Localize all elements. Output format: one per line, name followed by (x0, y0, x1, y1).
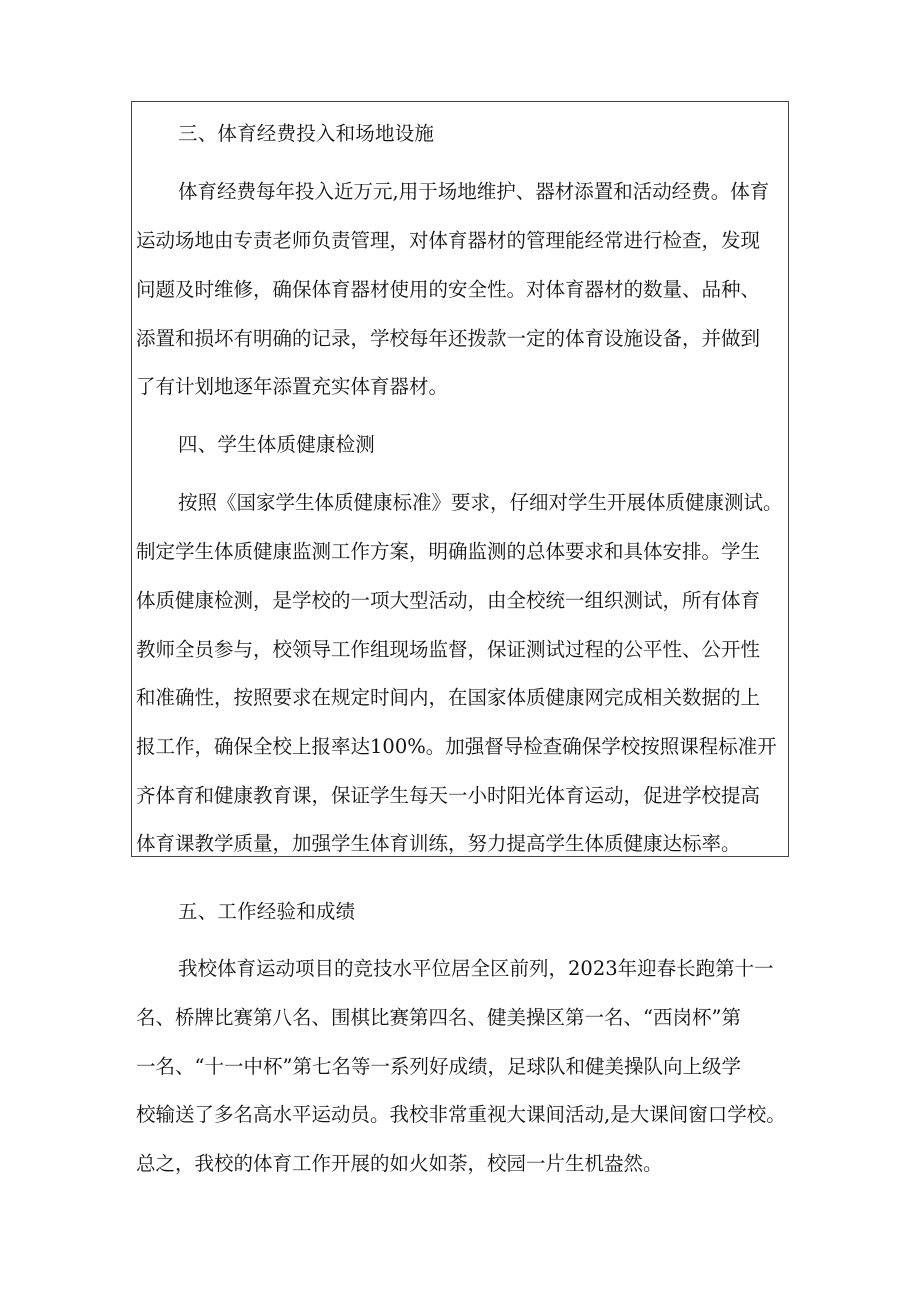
paragraph-line: 运动场地由专责老师负责管理，对体育器材的管理能经常进行检查，发现 (136, 229, 761, 252)
paragraph-line: 我校体育运动项目的竞技水平位居全区前列，2023年迎春长跑第十一 (178, 957, 774, 980)
paragraph-line: 报工作，确保全校上报率达100%。加强督导检查确保学校按照课程标准开 (136, 735, 777, 758)
section-heading-3: 三、体育经费投入和场地设施 (178, 122, 435, 145)
paragraph-line: 添置和损坏有明确的记录，学校每年还拨款一定的体育设施设备，并做到 (136, 327, 761, 350)
paragraph-line: 了有计划地逐年添置充实体育器材。 (136, 375, 449, 398)
paragraph-line: 总之，我校的体育工作开展的如火如荼，校园一片生机盎然。 (136, 1152, 663, 1175)
paragraph-line: 制定学生体质健康监测工作方案，明确监测的总体要求和具体安排。学生 (136, 540, 761, 563)
paragraph-line: 问题及时维修，确保体育器材使用的安全性。对体育器材的数量、品种、 (136, 278, 761, 301)
paragraph-line: 齐体育和健康教育课，保证学生每天一小时阳光体育运动，促进学校提高 (136, 784, 761, 807)
paragraph-line: 教师全员参与，校领导工作组现场监督，保证测试过程的公平性、公开性 (136, 638, 761, 661)
paragraph-line: 和准确性，按照要求在规定时间内，在国家体质健康网完成相关数据的上 (136, 686, 761, 709)
paragraph-line: 体育课教学质量，加强学生体育训练，努力提高学生体质健康达标率。 (136, 832, 741, 855)
paragraph-line: 按照《国家学生体质健康标准》要求，仔细对学生开展体质健康测试。 (178, 491, 783, 514)
section-heading-4: 四、学生体质健康检测 (178, 433, 376, 456)
paragraph-line: 体质健康检测，是学校的一项大型活动，由全校统一组织测试，所有体育 (136, 589, 761, 612)
paragraph-line: 体育经费每年投入近万元,用于场地维护、器材添置和活动经费。体育 (178, 180, 770, 203)
paragraph-line: 校输送了多名高水平运动员。我校非常重视大课间活动,是大课间窗口学校。 (136, 1103, 786, 1126)
section-heading-5: 五、工作经验和成绩 (178, 900, 356, 923)
paragraph-line: 一名、“十一中杯”第七名等一系列好成绩，足球队和健美操队向上级学 (136, 1055, 741, 1078)
paragraph-line: 名、桥牌比赛第八名、围棋比赛第四名、健美操区第一名、“西岗杯”第 (136, 1006, 741, 1029)
